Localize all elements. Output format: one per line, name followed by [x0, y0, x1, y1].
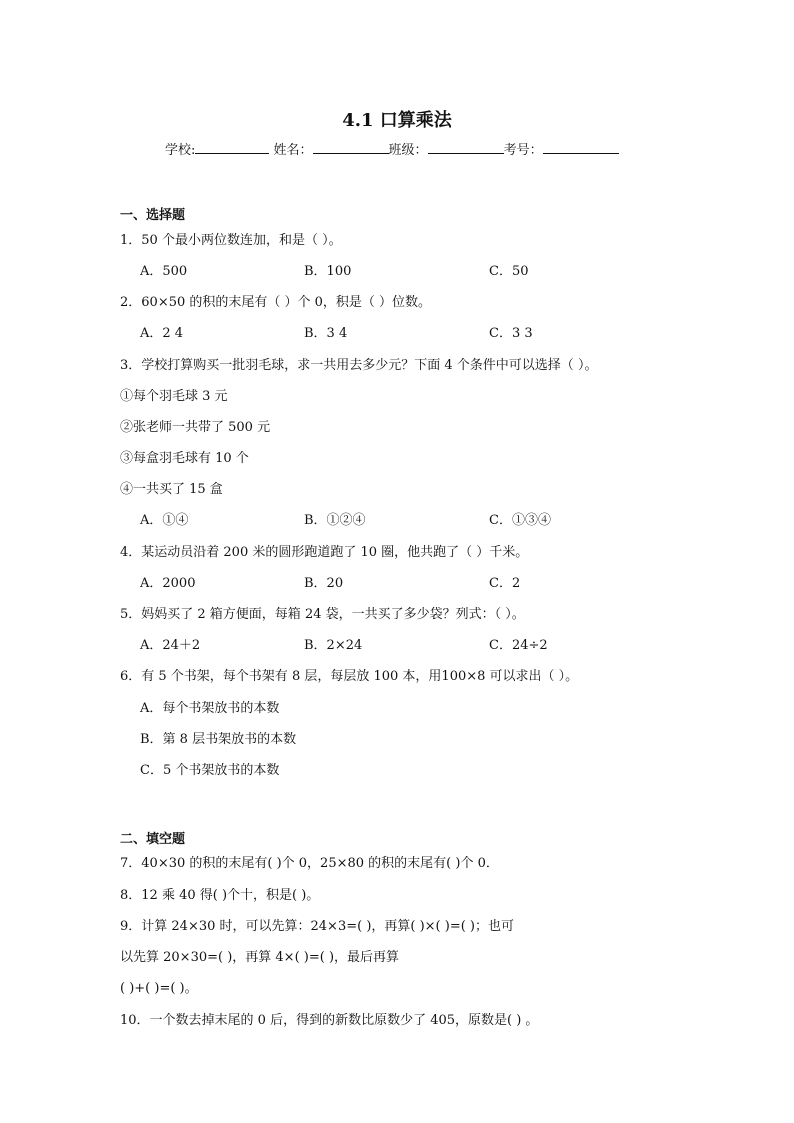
question-7: 7．40×30 的积的末尾有( )个 0，25×80 的积的末尾有( )个 0． — [120, 856, 499, 871]
question-8: 8．12 乘 40 得( )个十，积是( )。 — [120, 888, 320, 903]
section-heading-choice: 一、选择题 — [120, 208, 186, 223]
question-1-option-b[interactable]: B．100 — [304, 264, 352, 279]
name-label: 姓名： — [273, 143, 313, 158]
question-9-line-1: 9．计算 24×30 时，可以先算：24×3=( )，再算( )×( )=( )；也可 — [120, 919, 514, 934]
question-3-condition-2: ②张老师一共带了 500 元 — [120, 420, 271, 435]
question-1-stem: 1．50 个最小两位数连加，和是（ ）。 — [120, 233, 342, 248]
student-info-line — [165, 139, 619, 158]
question-3-condition-4: ④一共买了 15 盒 — [120, 482, 223, 497]
question-5-option-b[interactable]: B．2×24 — [304, 638, 363, 653]
section-heading-fill: 二、填空题 — [120, 832, 186, 847]
question-4-option-c[interactable]: C．2 — [489, 576, 521, 591]
question-9-line-2: 以先算 20×30=( )，再算 4×( )=( )，最后再算 — [120, 950, 400, 965]
question-9-line-3: ( )+( )=( )。 — [120, 981, 198, 996]
question-2-option-b[interactable]: B．3 4 — [304, 326, 348, 341]
question-6-stem: 6．有 5 个书架，每个书架有 8 层，每层放 100 本，用100×8 可以求出（ ）。 — [120, 669, 579, 684]
page-title: 4.1 口算乘法 — [342, 110, 452, 131]
question-1-option-c[interactable]: C．50 — [489, 264, 529, 279]
question-6-option-a[interactable]: A．每个书架放书的本数 — [140, 701, 280, 716]
question-3-condition-1: ①每个羽毛球 3 元 — [120, 389, 228, 404]
question-10: 10．一个数去掉末尾的 0 后，得到的新数比原数少了 405，原数是( ) 。 — [120, 1013, 539, 1028]
class-label: 班级： — [388, 143, 428, 158]
question-3-condition-3: ③每盒羽毛球有 10 个 — [120, 451, 249, 466]
question-6-option-c[interactable]: C．5 个书架放书的本数 — [140, 763, 280, 778]
question-5-stem: 5．妈妈买了 2 箱方便面，每箱 24 袋，一共买了多少袋？列式：（ ）。 — [120, 607, 525, 622]
question-6-option-b[interactable]: B．第 8 层书架放书的本数 — [140, 732, 297, 747]
question-2-stem: 2．60×50 的积的末尾有（ ）个 0，积是（ ）位数。 — [120, 295, 432, 310]
question-5-option-a[interactable]: A．24＋2 — [140, 638, 201, 653]
question-4-stem: 4．某运动员沿着 200 米的圆形跑道跑了 10 圈，他共跑了（ ）千米。 — [120, 545, 529, 560]
school-blank[interactable] — [195, 141, 269, 154]
question-4-option-b[interactable]: B．20 — [304, 576, 344, 591]
question-4-option-a[interactable]: A．2000 — [140, 576, 196, 591]
name-blank[interactable] — [313, 141, 389, 154]
question-3-option-c[interactable]: C．①③④ — [489, 513, 551, 528]
question-3-option-b[interactable]: B．①②④ — [304, 513, 366, 528]
question-5-option-c[interactable]: C．24÷2 — [489, 638, 548, 653]
school-label: 学校: — [165, 143, 196, 158]
question-2-option-c[interactable]: C．3 3 — [489, 326, 533, 341]
question-3-stem: 3．学校打算购买一批羽毛球，求一共用去多少元？下面 4 个条件中可以选择（ ）。 — [120, 358, 598, 373]
number-label: 考号： — [503, 143, 543, 158]
class-blank[interactable] — [428, 141, 504, 154]
question-2-option-a[interactable]: A．2 4 — [140, 326, 184, 341]
question-1-option-a[interactable]: A．500 — [140, 264, 188, 279]
number-blank[interactable] — [543, 141, 619, 154]
question-3-option-a[interactable]: A．①④ — [140, 513, 189, 528]
